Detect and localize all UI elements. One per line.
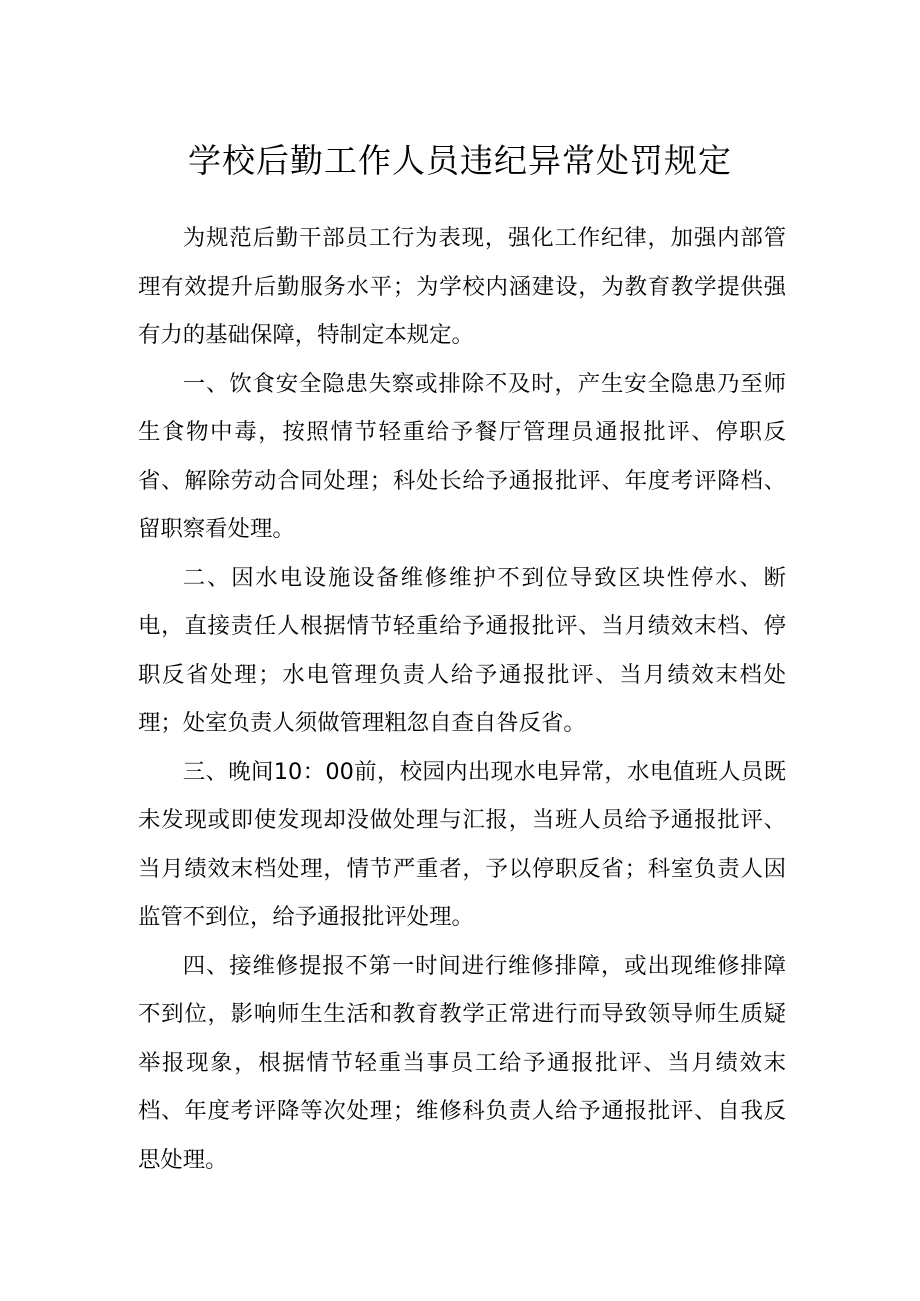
clause-1-paragraph: 一、饮食安全隐患失察或排除不及时，产生安全隐患乃至师生食物中毒，按照情节轻重给予餐厅管理员通报批评、停职反省、解除劳动合同处理；科处长给予通报批评、年度考评降档、留职察看处理。 (138, 370, 786, 542)
intro-paragraph: 为规范后勤干部员工行为表现，强化工作纪律，加强内部管理有效提升后勤服务水平；为学校内涵建设，为教育教学提供强有力的基础保障，特制定本规定。 (138, 225, 786, 348)
clause-2-paragraph: 二、因水电设施设备维修维护不到位导致区块性停水、断电，直接责任人根据情节轻重给予通报批评、当月绩效末档、停职反省处理；水电管理负责人给予通报批评、当月绩效末档处理；处室负责人须做管理粗忽自查自咎反省。 (138, 564, 786, 736)
clause-4-paragraph: 四、接维修提报不第一时间进行维修排障，或出现维修排障不到位，影响师生生活和教育教学正常进行而导致领导师生质疑举报现象，根据情节轻重当事员工给予通报批评、当月绩效末档、年度考评降等次处理；维修科负责人给予通报批评、自我反思处理。 (138, 952, 786, 1173)
document-title: 学校后勤工作人员违纪异常处罚规定 (188, 141, 732, 180)
document-body (138, 214, 786, 1184)
clause-3-paragraph: 三、晚间10：00前，校园内出现水电异常，水电值班人员既未发现或即使发现却没做处理与汇报，当班人员给予通报批评、当月绩效末档处理，情节严重者，予以停职反省；科室负责人因监管不到位，给予通报批评处理。 (138, 758, 786, 930)
